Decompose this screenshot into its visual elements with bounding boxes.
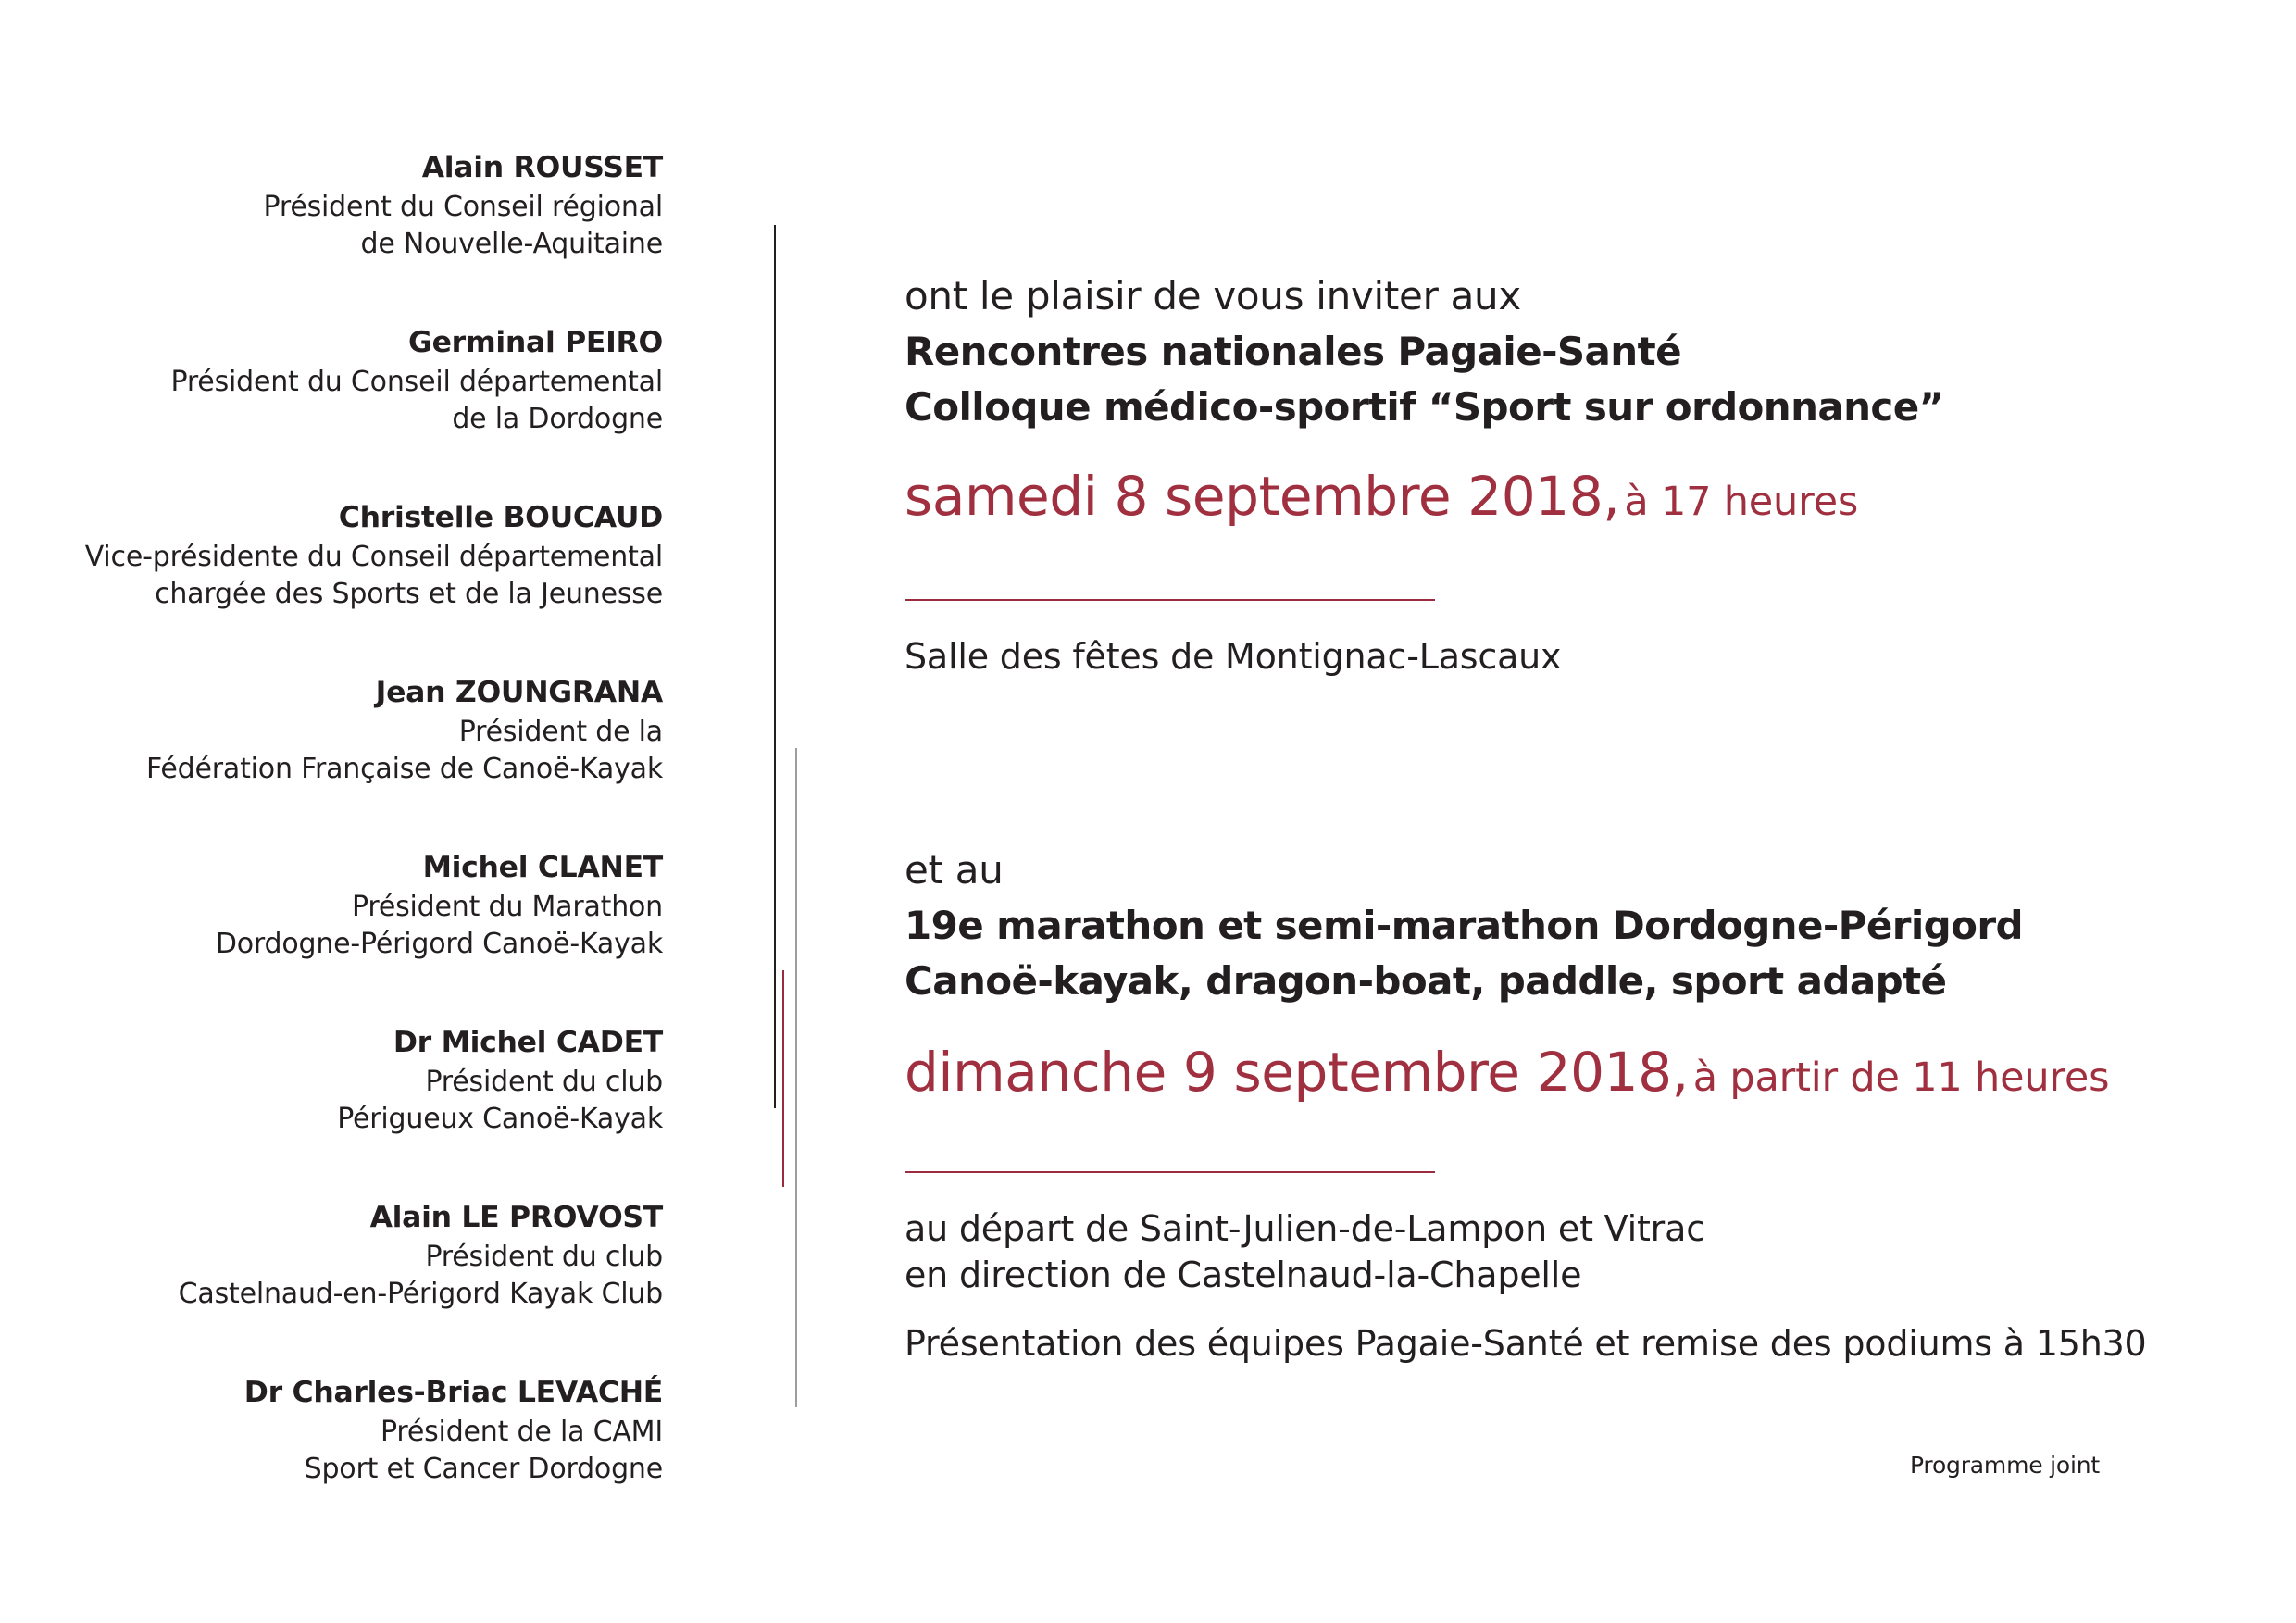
- host-name: Germinal PEIRO: [408, 326, 663, 359]
- host-name: Dr Charles-Briac LEVACHÉ: [243, 1376, 663, 1409]
- event-colloque: [905, 270, 2238, 545]
- event-venue-block: [905, 633, 2238, 680]
- host-title: de Nouvelle-Aquitaine: [360, 228, 663, 260]
- host-title: de la Dordogne: [452, 403, 663, 435]
- invitation-intro: ont le plaisir de vous inviter aux: [905, 273, 1521, 318]
- host-name: Alain LE PROVOST: [369, 1201, 663, 1234]
- hosts-list: [56, 146, 663, 1546]
- host-entry: [56, 671, 663, 846]
- divider-rule-accent: [782, 970, 784, 1187]
- event-date-time: à 17 heures: [1624, 479, 1859, 525]
- host-title: Président du club: [425, 1066, 663, 1098]
- host-title: chargée des Sports et de la Jeunesse: [155, 578, 663, 610]
- host-entry: [56, 496, 663, 671]
- host-entry: [56, 846, 663, 1021]
- host-name: Dr Michel CADET: [393, 1026, 663, 1059]
- invitation-intro: et au: [905, 847, 1004, 893]
- event-route-block: [905, 1205, 2238, 1367]
- event-presentation: Présentation des équipes Pagaie-Santé et remise des podiums à 15h30: [905, 1323, 2147, 1364]
- host-entry: [56, 1021, 663, 1196]
- event-subtitle: Colloque médico-sportif “Sport sur ordonnance”: [905, 384, 1944, 430]
- host-title: Dordogne-Périgord Canoë-Kayak: [215, 928, 663, 960]
- host-name: Christelle BOUCAUD: [338, 501, 663, 534]
- programme-note: Programme joint: [1910, 1452, 2100, 1479]
- host-title: Président du Conseil régional: [263, 191, 663, 223]
- host-name: Jean ZOUNGRANA: [375, 676, 663, 709]
- event-route-start: au départ de Saint-Julien-de-Lampon et Vitrac: [905, 1208, 1705, 1249]
- host-entry: [56, 1196, 663, 1371]
- event-date: [905, 461, 2238, 545]
- host-title: Président de la CAMI: [381, 1416, 663, 1448]
- event-date-day: dimanche 9 septembre 2018,: [905, 1041, 1689, 1104]
- host-title: Sport et Cancer Dordogne: [304, 1453, 663, 1485]
- host-title: Président de la: [458, 716, 663, 748]
- event-venue: Salle des fêtes de Montignac-Lascaux: [905, 636, 1562, 677]
- event-date: [905, 1037, 2238, 1121]
- event-route-end: en direction de Castelnaud-la-Chapelle: [905, 1255, 1582, 1295]
- host-title: Président du Marathon: [352, 891, 663, 923]
- host-entry: [56, 1371, 663, 1546]
- event-date-time: à partir de 11 heures: [1692, 1055, 2110, 1101]
- divider-rule-grey: [795, 748, 797, 1407]
- event-marathon: [905, 844, 2238, 1121]
- host-title: Fédération Française de Canoë-Kayak: [146, 753, 663, 785]
- event-subtitle: Canoë-kayak, dragon-boat, paddle, sport adapté: [905, 958, 1947, 1004]
- host-entry: [56, 146, 663, 321]
- host-title: Castelnaud-en-Périgord Kayak Club: [178, 1278, 663, 1310]
- divider-rule-dark: [774, 225, 776, 1108]
- host-title: Périgueux Canoë-Kayak: [337, 1103, 663, 1135]
- host-name: Alain ROUSSET: [421, 151, 663, 184]
- date-underline: [905, 1171, 1435, 1173]
- event-title: 19e marathon et semi-marathon Dordogne-Périgord: [905, 903, 2023, 948]
- date-underline: [905, 599, 1435, 601]
- host-name: Michel CLANET: [422, 851, 663, 884]
- host-title: Vice-présidente du Conseil départemental: [84, 541, 663, 573]
- host-title: Président du Conseil départemental: [170, 366, 663, 398]
- event-date-day: samedi 8 septembre 2018,: [905, 465, 1620, 528]
- event-title: Rencontres nationales Pagaie-Santé: [905, 329, 1681, 374]
- host-entry: [56, 321, 663, 496]
- host-title: Président du club: [425, 1241, 663, 1273]
